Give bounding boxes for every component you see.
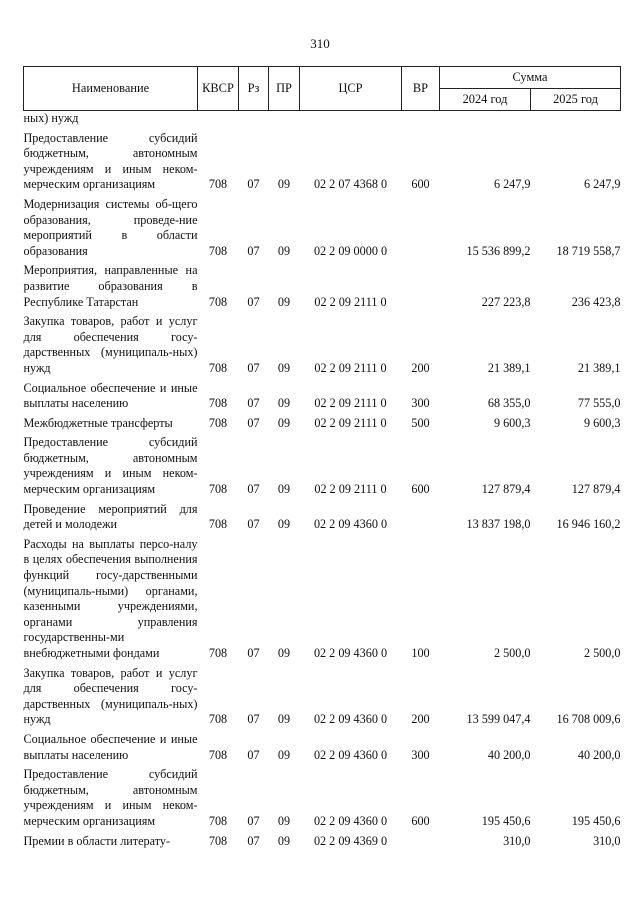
- row-sum-2024: 310,0: [503, 833, 531, 848]
- row-sum-2024: 6 247,9: [493, 177, 531, 192]
- row-csr: 02 2 09 2111 0: [314, 294, 387, 309]
- row-sum-2024: 9 600,3: [493, 415, 531, 430]
- row-sum-2024: 13 599 047,4: [466, 712, 531, 727]
- row-kvsr: [198, 111, 239, 127]
- row-sum-2025: 21 389,1: [577, 360, 621, 375]
- row-csr: 02 2 09 2111 0: [314, 482, 387, 497]
- row-pr: 09: [277, 177, 291, 192]
- row-sum-2024: 227 223,8: [481, 294, 531, 309]
- row-vr: 600: [411, 177, 430, 192]
- row-rz: 07: [247, 415, 260, 430]
- row-pr: 09: [277, 415, 291, 430]
- row-sum-2025: 9 600,3: [583, 415, 621, 430]
- row-sum-2025: 2 500,0: [583, 646, 621, 660]
- row-vr: 200: [411, 360, 430, 375]
- row-pr: 09: [277, 517, 291, 532]
- row-sum-2024: 13 837 198,0: [466, 517, 531, 532]
- row-csr: 02 2 09 4360 0: [313, 813, 388, 828]
- row-kvsr: 708: [208, 833, 228, 848]
- row-kvsr: 708: [208, 747, 228, 762]
- row-sum-2024: 195 450,6: [481, 813, 531, 828]
- row-pr: 09: [277, 482, 291, 497]
- row-vr: [402, 111, 440, 127]
- row-csr: [300, 111, 402, 127]
- row-sum-2024: 2 500,0: [493, 646, 531, 660]
- header-rz: Рз: [239, 67, 269, 111]
- row-csr: 02 2 09 2111 0: [314, 396, 387, 411]
- table-row: [24, 533, 621, 662]
- row-name: Предоставление субсидий бюджетным, автономным учреждениям и иным неком-мерческим организациям: [23, 435, 198, 497]
- table-row: [24, 830, 621, 850]
- row-pr: 09: [277, 396, 291, 411]
- row-pr: 09: [277, 243, 291, 258]
- row-pr: 09: [277, 294, 291, 309]
- table-row: [24, 763, 621, 829]
- row-sum-2024: 68 355,0: [487, 396, 531, 411]
- row-pr: 09: [277, 833, 291, 848]
- row-vr: 600: [411, 813, 430, 828]
- row-vr: 200: [411, 712, 430, 727]
- table-row: [24, 193, 621, 259]
- row-kvsr: 708: [208, 360, 228, 375]
- row-name: Закупка товаров, работ и услуг для обеспечения госу-дарственных (муниципаль-ных) нужд: [23, 314, 198, 375]
- row-rz: 07: [247, 482, 260, 497]
- row-csr: 02 2 09 2111 0: [314, 360, 387, 375]
- table-header: [24, 67, 621, 111]
- row-kvsr: 708: [208, 177, 228, 192]
- table-row: [24, 431, 621, 497]
- row-sum-2025: [531, 111, 621, 127]
- row-kvsr: 708: [208, 243, 228, 258]
- row-sum-2024: 40 200,0: [487, 747, 531, 762]
- row-name: Социальное обеспечение и иные выплаты населению: [23, 380, 198, 411]
- header-sum: Сумма: [440, 67, 621, 89]
- row-name: Мероприятия, направленные на развитие образования в Республике Татарстан: [23, 263, 198, 309]
- row-pr: 09: [277, 747, 291, 762]
- page-number: 310: [310, 36, 330, 51]
- row-pr: 09: [277, 813, 291, 828]
- row-kvsr: 708: [208, 517, 228, 532]
- table-body: [24, 111, 621, 850]
- row-sum-2025: 195 450,6: [571, 813, 621, 828]
- row-kvsr: 708: [208, 294, 228, 309]
- row-sum-2025: 77 555,0: [577, 396, 621, 411]
- table-row: [24, 111, 621, 127]
- row-csr: 02 2 09 4360 0: [313, 747, 388, 762]
- table-row: [24, 498, 621, 533]
- row-kvsr: 708: [208, 646, 228, 660]
- table-row: [24, 377, 621, 412]
- row-csr: 02 2 09 4360 0: [313, 646, 388, 660]
- row-rz: 07: [247, 712, 260, 727]
- row-rz: 07: [247, 243, 260, 258]
- row-name: Премии в области литерату-: [23, 833, 171, 848]
- row-pr: 09: [277, 360, 291, 375]
- row-sum-2025: 18 719 558,7: [556, 243, 621, 258]
- row-pr: [269, 111, 300, 127]
- header-kvsr: КВСР: [198, 67, 239, 111]
- row-vr: [402, 498, 440, 533]
- row-csr: 02 2 07 4368 0: [313, 177, 388, 192]
- row-kvsr: 708: [208, 482, 228, 497]
- row-rz: 07: [247, 646, 260, 660]
- row-sum-2025: 40 200,0: [577, 747, 621, 762]
- row-vr: 300: [411, 747, 430, 762]
- row-vr: 100: [411, 646, 430, 660]
- table-row: [24, 728, 621, 763]
- row-sum-2025: 6 247,9: [583, 177, 621, 192]
- row-sum-2025: 310,0: [593, 833, 621, 848]
- row-name: Проведение мероприятий для детей и молодежи: [23, 501, 198, 532]
- row-sum-2024: 21 389,1: [487, 360, 531, 375]
- row-kvsr: 708: [208, 415, 228, 430]
- row-name: Предоставление субсидий бюджетным, автономным учреждениям и иным неком-мерческим организациям: [23, 130, 198, 192]
- row-sum-2024: [440, 111, 531, 127]
- row-rz: 07: [247, 396, 260, 411]
- row-name: Социальное обеспечение и иные выплаты населению: [23, 731, 198, 762]
- row-rz: 07: [247, 294, 260, 309]
- row-rz: 07: [247, 517, 260, 532]
- row-rz: 07: [247, 177, 260, 192]
- row-name: Предоставление субсидий бюджетным, автономным учреждениям и иным неком-мерческим организациям: [23, 767, 198, 828]
- row-sum-2025: 127 879,4: [571, 482, 621, 497]
- row-name: Закупка товаров, работ и услуг для обеспечения госу-дарственных (муниципаль-ных) нужд: [23, 665, 198, 727]
- row-sum-2024: 15 536 899,2: [466, 243, 531, 258]
- budget-table: [23, 66, 621, 849]
- row-vr: 300: [411, 396, 430, 411]
- row-pr: 09: [277, 646, 291, 660]
- row-name: Межбюджетные трансферты: [23, 415, 173, 430]
- table-row: [24, 412, 621, 432]
- table-row: [24, 310, 621, 376]
- header-vr: ВР: [402, 67, 440, 111]
- table-row: [24, 127, 621, 193]
- row-csr: 02 2 09 2111 0: [314, 415, 387, 430]
- row-name: ных) нужд: [23, 111, 79, 125]
- table-row: [24, 259, 621, 310]
- row-kvsr: 708: [208, 712, 228, 727]
- header-pr: ПР: [269, 67, 300, 111]
- row-rz: 07: [247, 813, 260, 828]
- header-year-2024: 2024 год: [440, 89, 531, 111]
- row-vr: 600: [411, 482, 430, 497]
- row-sum-2024: 127 879,4: [481, 482, 531, 497]
- row-vr: [402, 193, 440, 259]
- row-sum-2025: 16 946 160,2: [556, 517, 621, 532]
- row-pr: 09: [277, 712, 291, 727]
- row-rz: [239, 111, 269, 127]
- row-vr: [402, 259, 440, 310]
- header-name: Наименование: [24, 67, 198, 111]
- row-rz: 07: [247, 747, 260, 762]
- row-csr: 02 2 09 4360 0: [313, 517, 388, 532]
- header-year-2025: 2025 год: [531, 89, 621, 111]
- header-csr: ЦСР: [300, 67, 402, 111]
- row-vr: 500: [411, 415, 430, 430]
- row-sum-2025: 236 423,8: [571, 294, 621, 309]
- row-rz: 07: [247, 833, 260, 848]
- table-row: [24, 662, 621, 728]
- row-sum-2025: 16 708 009,6: [556, 712, 621, 727]
- row-vr: [402, 830, 440, 850]
- row-kvsr: 708: [208, 813, 228, 828]
- row-csr: 02 2 09 0000 0: [313, 243, 388, 258]
- row-name: Модернизация системы об-щего образования, проведе-ние мероприятий в области образования: [23, 196, 198, 258]
- row-csr: 02 2 09 4369 0: [313, 833, 388, 848]
- row-csr: 02 2 09 4360 0: [313, 712, 388, 727]
- row-kvsr: 708: [208, 396, 228, 411]
- row-rz: 07: [247, 360, 260, 375]
- row-name: Расходы на выплаты персо-налу в целях обеспечения выполнения функций госу-дарственными (муниципаль-ными) органами, казенными учреждениями, органами управления государственны-ми внебюджетными фондами: [23, 536, 198, 660]
